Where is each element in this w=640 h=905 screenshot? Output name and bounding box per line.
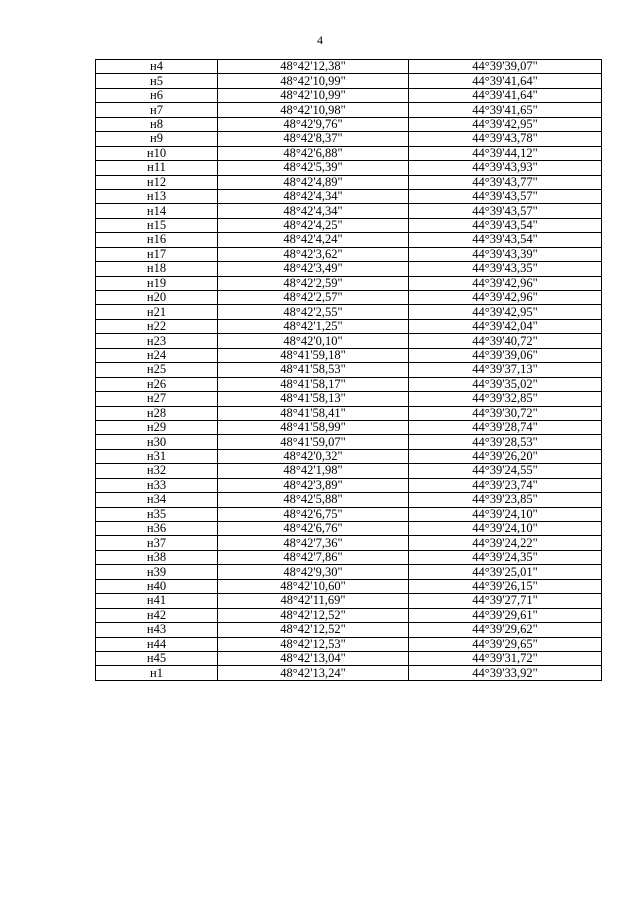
point-name-cell: н19	[96, 276, 218, 290]
point-name-cell: н22	[96, 319, 218, 333]
longitude-cell: 44°39'31,72"	[409, 651, 602, 665]
table-row	[96, 522, 602, 536]
latitude-cell: 48°41'58,13"	[218, 392, 409, 406]
table-row	[96, 608, 602, 622]
table-row	[96, 103, 602, 117]
point-name-cell: н8	[96, 117, 218, 131]
latitude-cell: 48°42'4,89"	[218, 175, 409, 189]
latitude-cell: 48°41'58,41"	[218, 406, 409, 420]
table-row	[96, 377, 602, 391]
longitude-cell: 44°39'43,78"	[409, 132, 602, 146]
point-name-cell: н14	[96, 204, 218, 218]
point-name-cell: н21	[96, 305, 218, 319]
latitude-cell: 48°42'4,25"	[218, 218, 409, 232]
latitude-cell: 48°42'6,76"	[218, 522, 409, 536]
latitude-cell: 48°42'12,53"	[218, 637, 409, 651]
latitude-cell: 48°42'0,10"	[218, 334, 409, 348]
point-name-cell: н45	[96, 651, 218, 665]
longitude-cell: 44°39'23,74"	[409, 478, 602, 492]
longitude-cell: 44°39'32,85"	[409, 392, 602, 406]
table-row	[96, 594, 602, 608]
table-row	[96, 334, 602, 348]
longitude-cell: 44°39'43,77"	[409, 175, 602, 189]
longitude-cell: 44°39'42,04"	[409, 319, 602, 333]
latitude-cell: 48°42'10,60"	[218, 579, 409, 593]
latitude-cell: 48°42'4,34"	[218, 204, 409, 218]
latitude-cell: 48°42'2,57"	[218, 291, 409, 305]
point-name-cell: н12	[96, 175, 218, 189]
latitude-cell: 48°42'1,25"	[218, 319, 409, 333]
latitude-cell: 48°42'10,99"	[218, 74, 409, 88]
point-name-cell: н6	[96, 88, 218, 102]
point-name-cell: н4	[96, 60, 218, 74]
point-name-cell: н9	[96, 132, 218, 146]
table-row	[96, 449, 602, 463]
table-row	[96, 464, 602, 478]
point-name-cell: н20	[96, 291, 218, 305]
point-name-cell: н38	[96, 550, 218, 564]
table-row	[96, 348, 602, 362]
longitude-cell: 44°39'41,64"	[409, 88, 602, 102]
point-name-cell: н23	[96, 334, 218, 348]
latitude-cell: 48°42'12,52"	[218, 608, 409, 622]
table-row	[96, 435, 602, 449]
longitude-cell: 44°39'30,72"	[409, 406, 602, 420]
point-name-cell: н34	[96, 493, 218, 507]
longitude-cell: 44°39'43,57"	[409, 204, 602, 218]
latitude-cell: 48°41'58,53"	[218, 363, 409, 377]
table-row	[96, 132, 602, 146]
latitude-cell: 48°42'2,59"	[218, 276, 409, 290]
latitude-cell: 48°42'6,75"	[218, 507, 409, 521]
latitude-cell: 48°42'2,55"	[218, 305, 409, 319]
table-row	[96, 74, 602, 88]
table-row	[96, 536, 602, 550]
latitude-cell: 48°42'13,24"	[218, 666, 409, 680]
point-name-cell: н35	[96, 507, 218, 521]
point-name-cell: н18	[96, 262, 218, 276]
longitude-cell: 44°39'33,92"	[409, 666, 602, 680]
latitude-cell: 48°42'0,32"	[218, 449, 409, 463]
point-name-cell: н29	[96, 420, 218, 434]
longitude-cell: 44°39'25,01"	[409, 565, 602, 579]
coordinates-table-body	[96, 60, 602, 681]
latitude-cell: 48°42'7,36"	[218, 536, 409, 550]
latitude-cell: 48°42'1,98"	[218, 464, 409, 478]
longitude-cell: 44°39'43,57"	[409, 189, 602, 203]
table-row	[96, 406, 602, 420]
latitude-cell: 48°42'12,52"	[218, 623, 409, 637]
longitude-cell: 44°39'42,95"	[409, 117, 602, 131]
point-name-cell: н5	[96, 74, 218, 88]
point-name-cell: н1	[96, 666, 218, 680]
table-row	[96, 175, 602, 189]
table-row	[96, 579, 602, 593]
table-row	[96, 88, 602, 102]
point-name-cell: н24	[96, 348, 218, 362]
point-name-cell: н42	[96, 608, 218, 622]
longitude-cell: 44°39'43,39"	[409, 247, 602, 261]
table-row	[96, 493, 602, 507]
latitude-cell: 48°42'3,62"	[218, 247, 409, 261]
table-row	[96, 262, 602, 276]
point-name-cell: н33	[96, 478, 218, 492]
point-name-cell: н30	[96, 435, 218, 449]
table-row	[96, 319, 602, 333]
latitude-cell: 48°42'11,69"	[218, 594, 409, 608]
latitude-cell: 48°42'13,04"	[218, 651, 409, 665]
point-name-cell: н7	[96, 103, 218, 117]
longitude-cell: 44°39'43,35"	[409, 262, 602, 276]
longitude-cell: 44°39'37,13"	[409, 363, 602, 377]
latitude-cell: 48°42'5,88"	[218, 493, 409, 507]
latitude-cell: 48°42'9,76"	[218, 117, 409, 131]
point-name-cell: н28	[96, 406, 218, 420]
latitude-cell: 48°42'4,24"	[218, 233, 409, 247]
point-name-cell: н43	[96, 623, 218, 637]
point-name-cell: н31	[96, 449, 218, 463]
longitude-cell: 44°39'43,54"	[409, 233, 602, 247]
table-row	[96, 392, 602, 406]
longitude-cell: 44°39'27,71"	[409, 594, 602, 608]
point-name-cell: н44	[96, 637, 218, 651]
table-row	[96, 161, 602, 175]
longitude-cell: 44°39'28,53"	[409, 435, 602, 449]
longitude-cell: 44°39'41,65"	[409, 103, 602, 117]
page-number: 4	[317, 33, 323, 47]
longitude-cell: 44°39'39,06"	[409, 348, 602, 362]
latitude-cell: 48°42'12,38"	[218, 60, 409, 74]
point-name-cell: н16	[96, 233, 218, 247]
longitude-cell: 44°39'29,65"	[409, 637, 602, 651]
longitude-cell: 44°39'24,55"	[409, 464, 602, 478]
table-row	[96, 291, 602, 305]
point-name-cell: н13	[96, 189, 218, 203]
longitude-cell: 44°39'43,54"	[409, 218, 602, 232]
table-row	[96, 478, 602, 492]
longitude-cell: 44°39'41,64"	[409, 74, 602, 88]
point-name-cell: н40	[96, 579, 218, 593]
longitude-cell: 44°39'24,10"	[409, 507, 602, 521]
table-row	[96, 363, 602, 377]
latitude-cell: 48°42'3,49"	[218, 262, 409, 276]
point-name-cell: н41	[96, 594, 218, 608]
table-row	[96, 60, 602, 74]
longitude-cell: 44°39'28,74"	[409, 420, 602, 434]
longitude-cell: 44°39'29,61"	[409, 608, 602, 622]
point-name-cell: н17	[96, 247, 218, 261]
coordinates-table	[95, 59, 602, 681]
table-row	[96, 651, 602, 665]
latitude-cell: 48°42'10,99"	[218, 88, 409, 102]
latitude-cell: 48°42'9,30"	[218, 565, 409, 579]
table-row	[96, 305, 602, 319]
point-name-cell: н27	[96, 392, 218, 406]
point-name-cell: н37	[96, 536, 218, 550]
latitude-cell: 48°41'59,18"	[218, 348, 409, 362]
longitude-cell: 44°39'44,12"	[409, 146, 602, 160]
table-row	[96, 666, 602, 680]
point-name-cell: н25	[96, 363, 218, 377]
table-row	[96, 550, 602, 564]
longitude-cell: 44°39'26,20"	[409, 449, 602, 463]
point-name-cell: н11	[96, 161, 218, 175]
table-row	[96, 276, 602, 290]
table-row	[96, 507, 602, 521]
latitude-cell: 48°41'58,99"	[218, 420, 409, 434]
longitude-cell: 44°39'42,96"	[409, 291, 602, 305]
longitude-cell: 44°39'24,10"	[409, 522, 602, 536]
longitude-cell: 44°39'40,72"	[409, 334, 602, 348]
longitude-cell: 44°39'35,02"	[409, 377, 602, 391]
table-row	[96, 204, 602, 218]
latitude-cell: 48°41'59,07"	[218, 435, 409, 449]
latitude-cell: 48°42'7,86"	[218, 550, 409, 564]
point-name-cell: н10	[96, 146, 218, 160]
latitude-cell: 48°42'8,37"	[218, 132, 409, 146]
table-row	[96, 623, 602, 637]
latitude-cell: 48°42'5,39"	[218, 161, 409, 175]
latitude-cell: 48°42'3,89"	[218, 478, 409, 492]
point-name-cell: н26	[96, 377, 218, 391]
table-row	[96, 233, 602, 247]
latitude-cell: 48°41'58,17"	[218, 377, 409, 391]
longitude-cell: 44°39'42,95"	[409, 305, 602, 319]
longitude-cell: 44°39'42,96"	[409, 276, 602, 290]
point-name-cell: н36	[96, 522, 218, 536]
point-name-cell: н15	[96, 218, 218, 232]
latitude-cell: 48°42'10,98"	[218, 103, 409, 117]
longitude-cell: 44°39'26,15"	[409, 579, 602, 593]
point-name-cell: н32	[96, 464, 218, 478]
table-row	[96, 420, 602, 434]
longitude-cell: 44°39'39,07"	[409, 60, 602, 74]
table-row	[96, 637, 602, 651]
table-row	[96, 146, 602, 160]
latitude-cell: 48°42'4,34"	[218, 189, 409, 203]
longitude-cell: 44°39'24,22"	[409, 536, 602, 550]
longitude-cell: 44°39'24,35"	[409, 550, 602, 564]
longitude-cell: 44°39'23,85"	[409, 493, 602, 507]
table-row	[96, 117, 602, 131]
table-row	[96, 189, 602, 203]
point-name-cell: н39	[96, 565, 218, 579]
longitude-cell: 44°39'43,93"	[409, 161, 602, 175]
longitude-cell: 44°39'29,62"	[409, 623, 602, 637]
table-row	[96, 247, 602, 261]
latitude-cell: 48°42'6,88"	[218, 146, 409, 160]
table-row	[96, 565, 602, 579]
table-row	[96, 218, 602, 232]
